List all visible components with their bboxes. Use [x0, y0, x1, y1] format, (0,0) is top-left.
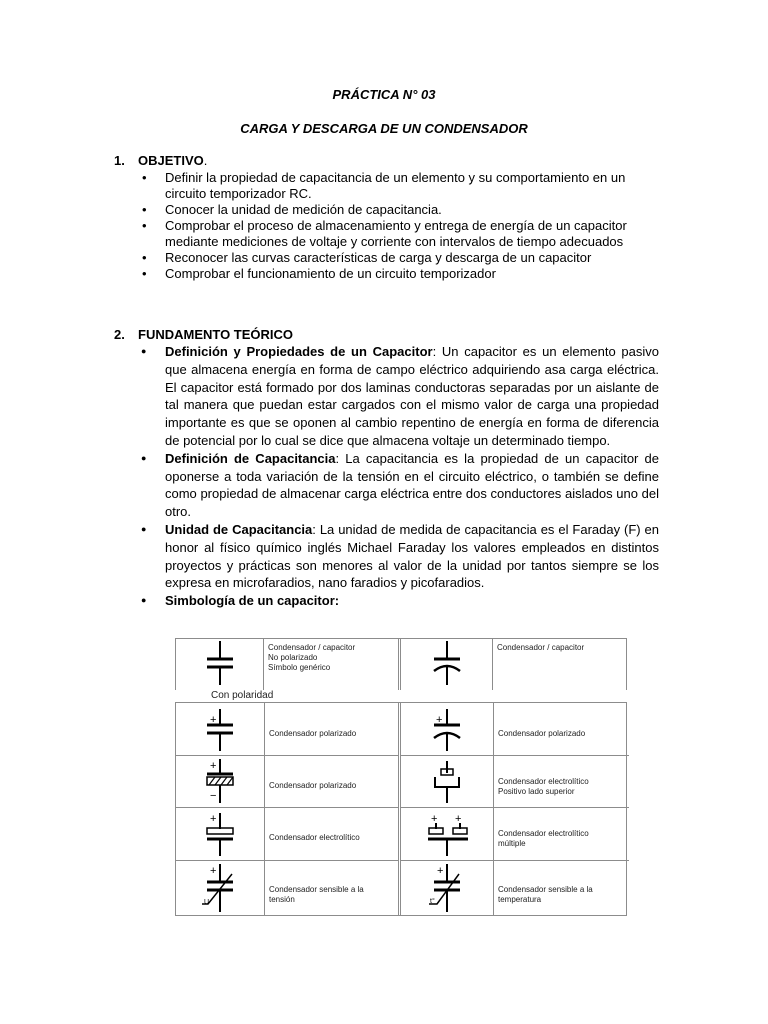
capacitor-generic-icon: [176, 639, 264, 691]
section-number: 2.: [114, 327, 125, 342]
plus-mark: +: [455, 813, 462, 825]
term: Definición y Propiedades de un Capacitor: [165, 344, 433, 359]
plus-mark: +: [210, 760, 217, 772]
symbol-cell: [176, 639, 264, 690]
term: Definición de Capacitancia: [165, 450, 336, 466]
symbol-label: Condensador polarizado: [269, 729, 357, 738]
symbol-cell: [401, 639, 493, 690]
section-number: 1.: [114, 153, 125, 168]
plus-mark: +: [436, 714, 443, 726]
section-title-suffix: .: [203, 153, 208, 168]
symbol-label: Condensador polarizado: [498, 729, 586, 738]
capacitor-temperature-sensitive-icon: [401, 860, 493, 916]
capacitor-polarized-curved-icon: [401, 703, 493, 755]
plus-mark: +: [210, 813, 217, 825]
list-item: • Definir la propiedad de capacitancia de un elemento y su comportamiento en un circuito temporizador RC.: [138, 170, 658, 202]
symbol-label: Condensador / capacitor No polarizado Símbolo genérico: [268, 643, 356, 672]
term-text: : La capacitancia es la propiedad de un capacitor de oponerse a toda variación de la tensión en el circuito eléctrico, o también se define como propiedad de almacenar carga eléctrica entre dos conductores aislados uno del otro.: [165, 450, 659, 520]
capacitor-polarized-icon: [176, 703, 264, 755]
minus-mark: −: [210, 790, 217, 802]
section-title: FUNDAMENTO TEÓRICO: [138, 327, 294, 342]
section-fundamento-heading: [114, 327, 293, 342]
list-item: [138, 592, 659, 610]
symbol-label: Condensador / capacitor: [497, 643, 585, 652]
list-item: [138, 450, 659, 521]
plus-mark: +: [210, 865, 217, 877]
list-item: • Comprobar el proceso de almacenamiento y entrega de energía de un capacitor mediante mediciones de voltaje y corriente con intervalos de tiempo adecuados: [138, 218, 658, 250]
list-item: • Conocer la unidad de medición de capacitancia.: [138, 202, 658, 218]
symbol-label: Condensador sensible a la temperatura: [498, 885, 593, 904]
page-title: PRÁCTICA N° 03: [332, 87, 436, 102]
list-item: [138, 521, 659, 592]
capacitor-nonpolar-curved-icon: [401, 639, 493, 691]
term: Simbología de un capacitor:: [165, 593, 340, 609]
list-item: • Reconocer las curvas características de carga y descarga de un capacitor: [138, 250, 658, 266]
term-text: : Un capacitor es un elemento pasivo que almacena energía en forma de campo eléctrico adquiriendo asa carga eléctrica. El capacitor está formado por dos laminas conductoras separadas por un aislante de tal manera que puedan estar cargados con el mismo valor de carga una propiedad importante es que se oponen al cambio repentino de energía en forma de diferencia de potencial por lo cual se dice que almacena voltaje un determinado tiempo.: [165, 344, 659, 448]
capacitor-electrolytic-icon: [176, 807, 264, 860]
list-item: • Comprobar el funcionamiento de un circuito temporizador: [138, 266, 658, 282]
symbol-label: Condensador electrolítico: [269, 833, 360, 842]
fundamento-list: [138, 343, 659, 610]
list-item: [138, 343, 659, 450]
section-title: OBJETIVO: [138, 153, 204, 168]
plus-mark: +: [431, 813, 438, 825]
objetivo-list: [138, 170, 658, 282]
section-objetivo-heading: [114, 153, 207, 168]
symbol-label: Condensador electrolítico múltiple: [498, 829, 589, 848]
capacitor-polarized-hatched-icon: [176, 755, 264, 807]
capacitor-voltage-sensitive-icon: [176, 860, 264, 916]
t-mark: t°: [430, 898, 435, 905]
capacitor-electrolytic-box-icon: [401, 755, 493, 807]
term: Unidad de Capacitancia: [165, 521, 313, 537]
polarity-section-label: Con polaridad: [211, 690, 274, 701]
plus-mark: +: [437, 865, 444, 877]
symbol-grid-polar: [175, 702, 627, 916]
u-mark: U: [204, 899, 210, 906]
symbol-label: Condensador sensible a la tensión: [269, 885, 364, 904]
capacitor-electrolytic-multiple-icon: [401, 807, 493, 860]
term-text: : La unidad de medida de capacitancia es el Faraday (F) en honor al físico químico inglés Michael Faraday los valores empleados en distintos proyectos y prácticas son menores al valor de la unidad por tantos siempre se los expresa en microfaradios, nano faradios y picofaradios.: [165, 521, 659, 591]
plus-mark: +: [210, 714, 217, 726]
symbol-label: Condensador electrolítico Positivo lado superior: [498, 777, 589, 796]
symbol-label: Condensador polarizado: [269, 781, 357, 790]
symbol-row-generic: [175, 638, 627, 690]
page-subtitle: CARGA Y DESCARGA DE UN CONDENSADOR: [240, 121, 528, 136]
